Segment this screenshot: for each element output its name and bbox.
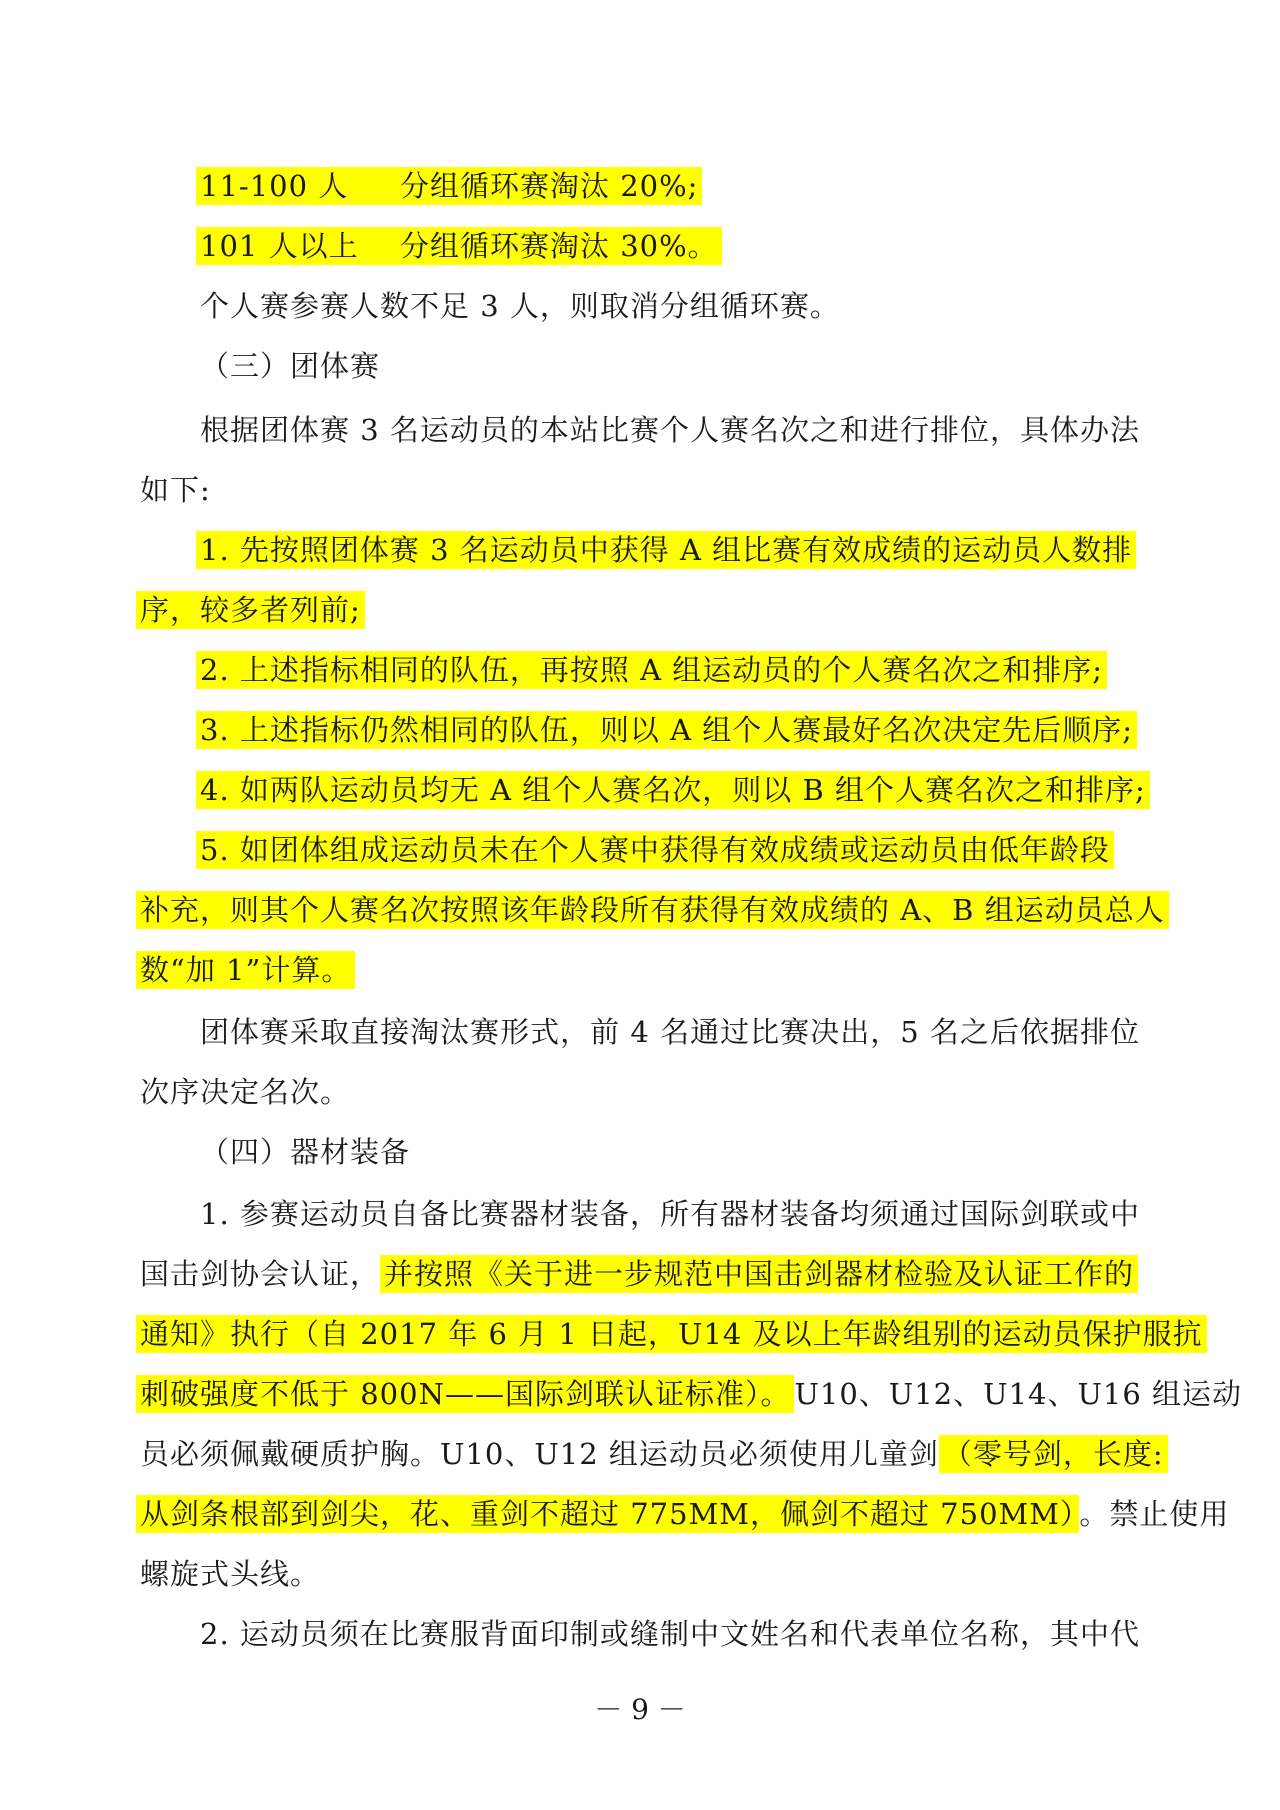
bracket-row-2	[196, 226, 722, 266]
bracket-row-1-highlight	[196, 167, 702, 205]
team-rule-5b: 补充，则其个人赛名次按照该年龄段所有获得有效成绩的 A、B 组运动员总人	[136, 890, 1169, 930]
bracket-range: 11-100 人	[200, 169, 349, 203]
equipment-p1-line-2: 国击剑协会认证， 并按照《关于进一步规范中国击剑器材检验及认证工作的	[140, 1254, 1138, 1294]
bracket-rule: 分组循环赛淘汰 20%;	[400, 169, 699, 203]
team-heading: （三）团体赛	[200, 349, 381, 383]
bracket-row-1	[196, 166, 702, 206]
team-rule-5a: 5. 如团体组成运动员未在个人赛中获得有效成绩或运动员由低年龄段	[196, 830, 1114, 870]
equipment-p1-line-6: 从剑条根部到剑尖，花、重剑不超过 775MM，佩剑不超过 750MM） 。禁止使用	[136, 1494, 1229, 1534]
individual-note: 个人赛参赛人数不足 3 人，则取消分组循环赛。	[200, 289, 840, 323]
page-number: － 9 －	[594, 1693, 686, 1726]
team-rule-4: 4. 如两队运动员均无 A 组个人赛名次，则以 B 组个人赛名次之和排序;	[196, 770, 1150, 810]
team-intro-line-1: 根据团体赛 3 名运动员的本站比赛个人赛名次之和进行排位，具体办法	[200, 413, 1140, 447]
equipment-p1-line-3: 通知》执行（自 2017 年 6 月 1 日起，U14 及以上年龄组别的运动员保护服抗	[136, 1314, 1207, 1354]
bracket-row-2-highlight	[196, 227, 722, 265]
team-intro-line-2: 如下:	[140, 473, 211, 507]
bracket-rule: 分组循环赛淘汰 30%。	[400, 229, 718, 263]
equipment-heading: （四）器材装备	[200, 1135, 411, 1169]
equipment-p1-line-7: 螺旋式头线。	[140, 1557, 321, 1591]
equipment-p1-line-5: 员必须佩戴硬质护胸。U10、U12 组运动员必须使用儿童剑 （零号剑，长度:	[140, 1434, 1168, 1474]
bracket-range: 101 人以上	[200, 229, 359, 263]
team-rule-2: 2. 上述指标相同的队伍，再按照 A 组运动员的个人赛名次之和排序;	[196, 650, 1107, 690]
team-rule-5c: 数“加 1”计算。	[136, 950, 355, 990]
team-format-line-1: 团体赛采取直接淘汰赛形式，前 4 名通过比赛决出，5 名之后依据排位	[200, 1015, 1140, 1049]
team-rule-1a: 1. 先按照团体赛 3 名运动员中获得 A 组比赛有效成绩的运动员人数排	[196, 530, 1136, 570]
equipment-p1-line-4: 刺破强度不低于 800N——国际剑联认证标准）。 U10、U12、U14、U16 组运动	[136, 1374, 1242, 1414]
team-rule-3: 3. 上述指标仍然相同的队伍，则以 A 组个人赛最好名次决定先后顺序;	[196, 710, 1137, 750]
equipment-p2-line-1: 2. 运动员须在比赛服背面印制或缝制中文姓名和代表单位名称，其中代	[200, 1617, 1140, 1651]
team-rule-1b: 序，较多者列前;	[136, 590, 365, 630]
equipment-p1-line-1: 1. 参赛运动员自备比赛器材装备，所有器材装备均须通过国际剑联或中	[200, 1197, 1140, 1231]
team-format-line-2: 次序决定名次。	[140, 1075, 351, 1109]
